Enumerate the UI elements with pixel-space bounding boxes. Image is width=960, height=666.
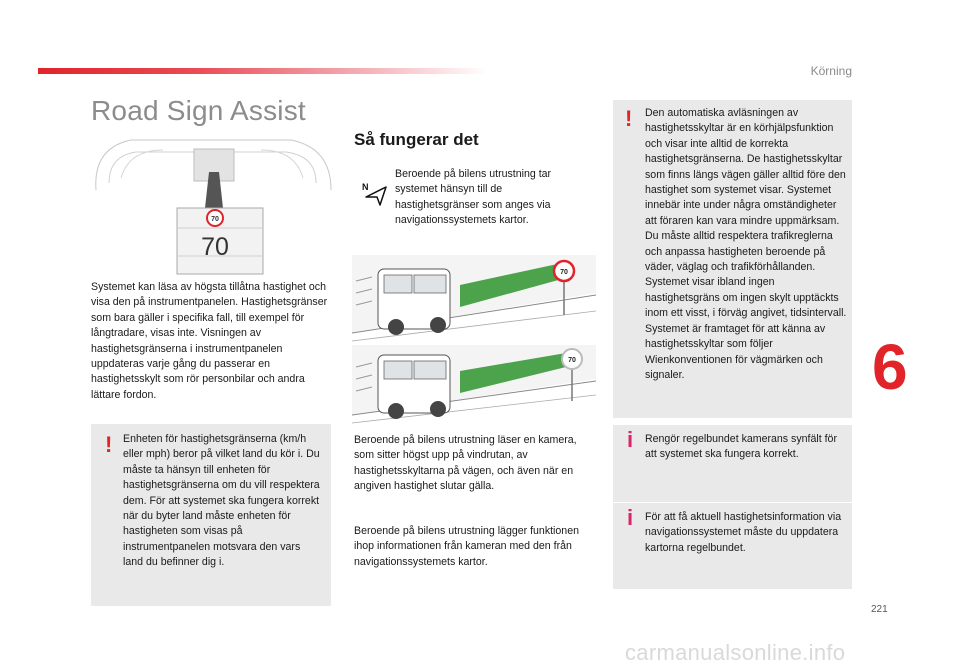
intro-paragraph: Systemet kan läsa av högsta tillåtna hastighet och visa den på instrumentpanelen. Hastighetsgränser som bara gäller i specifika fall, till exempel för långtradare, visas inte. Visningen av hastighetsgränserna i instrumentpanelen uppdateras varje gång du passerar en hastighetsskylt som rör personbilar och andra lättare fordon. [91, 281, 328, 401]
van-road-illustration-1 [352, 255, 596, 343]
warning-box-units [91, 424, 331, 606]
info-box-maps [613, 503, 852, 589]
cluster-sign-label: 70 [211, 216, 219, 223]
info-box-camera-text: Rengör regelbundet kamerans synfält för att systemet ska fungera korrekt. [645, 433, 837, 461]
section-title: Körning [810, 64, 852, 78]
fusion-paragraph: Beroende på bilens utrustning lägger funktionen ihop informationen från kameran med den från navigationssystemets kartor. [354, 525, 579, 568]
info-box-camera [613, 425, 852, 502]
section-heading: Så fungerar det [354, 130, 479, 149]
warning-box-units-text: Enheten för hastighetsgränserna (km/h eller mph) beror på vilket land du kör i. Du måste ta hänsyn till enheten för hastighetsgränserna om du vill respektera dem. För att systemet ska fungera korrekt när du byter land måste enheten för hastigheten som visas på instrumentpanelen motsvara den vars land du befinner dig i. [123, 433, 320, 569]
watermark: carmanualsonline.info [625, 640, 846, 665]
road-sign-1-label: 70 [560, 269, 568, 276]
info-box-maps-text: För att få aktuell hastighetsinformation via navigationssystemet måste du uppdatera kartorna regelbundet. [645, 511, 842, 554]
warning-box-assist [613, 100, 852, 418]
van-road-illustration-2 [352, 345, 596, 425]
road-sign-2-label: 70 [568, 357, 576, 364]
chapter-number: 6 [872, 331, 908, 403]
info-icon: i [627, 427, 634, 452]
navigation-text: Beroende på bilens utrustning tar systemet hänsyn till de hastighetsgränser som anges via navigationssystemets kartor. [395, 168, 552, 227]
warning-box-assist-text: Den automatiska avläsningen av hastighetsskyltar är en körhjälpsfunktion och visar inte alltid de korrekta hastighetsgränserna. De hastighetsskyltar som finns längs vägen gäller alltid före den hastighet som systemet visar. Systemet innebär inte under några omständigheter att föraren kan vara mindre uppmärksam. Du måste alltid respektera trafikreglerna och anpassa hastigheten beroende på väder, väglag och trafikförhållanden. Systemet visar ibland ingen hastighetsgräns om ingen skylt upptäckts inom ett visst, i förväg angivet, tidsintervall. Systemet är framtaget för att känna av hastighetsskyltar som följer Wienkonventionen för vägmärken och signaler. [645, 107, 847, 381]
exclamation-icon: ! [625, 106, 633, 131]
north-arrow-icon [362, 181, 388, 207]
exclamation-icon: ! [105, 432, 113, 457]
svg-text:N: N [362, 182, 369, 192]
header-accent-bar [38, 68, 488, 74]
camera-paragraph: Beroende på bilens utrustning läser en kamera, som sitter högst upp på vindrutan, av hastighetsskyltarna på vägen, och även när en angiven hastighet slutar gälla. [354, 434, 577, 493]
info-icon: i [627, 505, 634, 530]
cluster-display-value: 70 [201, 233, 229, 261]
instrument-cluster-illustration [91, 128, 336, 278]
page-number: 221 [871, 604, 888, 615]
page-title: Road Sign Assist [91, 95, 306, 126]
